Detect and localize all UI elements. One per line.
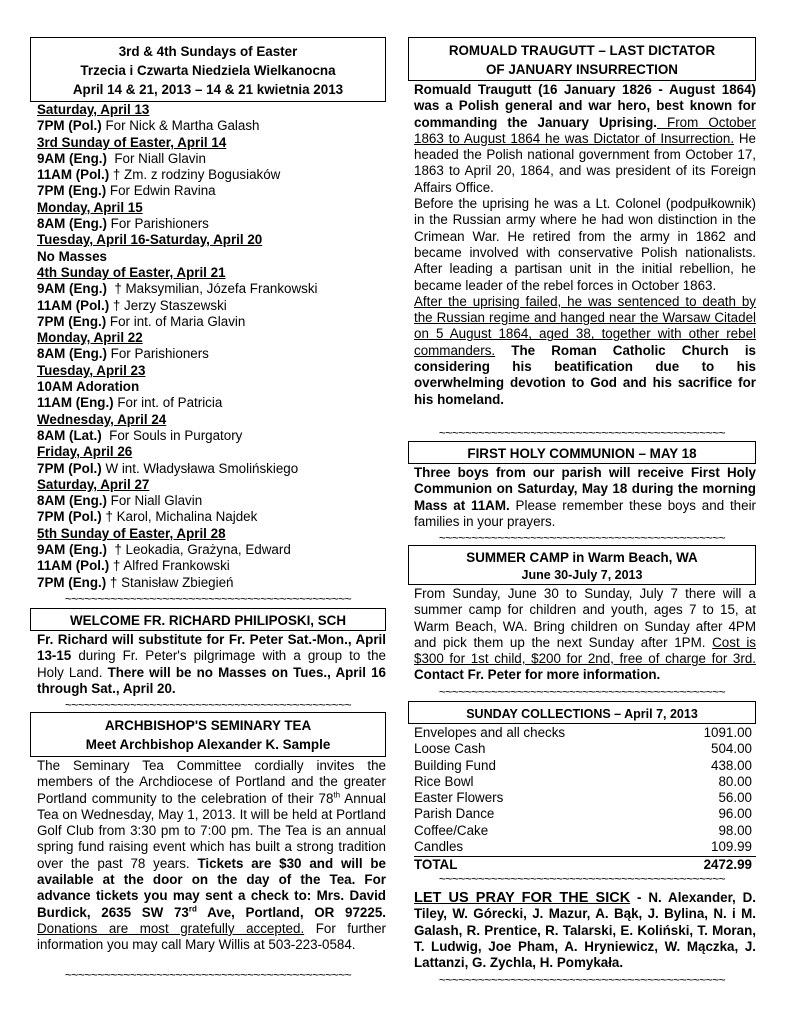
mass-time: 8AM (Lat.) (37, 427, 102, 443)
tea-sup-2: rd (188, 904, 197, 914)
tea-title-1: ARCHBISHOP'S SEMINARY TEA (104, 718, 312, 733)
camp-title-box (408, 545, 756, 585)
collection-label: Envelopes and all checks (414, 725, 566, 740)
tea-text-2: Annual Tea on Wednesday, May 1, 2013. It will be held at Portland Golf Club from 3:30 pm to 7:00 pm. The Tea is an annual spring fund raising event which has built a strong tradition over the past 78 years. (37, 790, 386, 871)
collection-value: 438.00 (711, 757, 752, 773)
mass-intention: † Stanisław Zbiegień (106, 574, 234, 590)
camp-bold: Contact Fr. Peter for more information. (414, 667, 661, 683)
tea-text-5: Donations are most gratefully accepted. (37, 920, 305, 936)
schedule-mass (37, 542, 386, 558)
collection-label: Coffee/Cake (414, 822, 489, 838)
schedule-note: 10AM Adoration (37, 379, 140, 395)
collections-title-box (408, 701, 756, 724)
traugutt-title-1: ROMUALD TRAUGUTT – LAST DICTATOR (448, 43, 716, 58)
schedule-day: 5th Sunday of Easter, April 28 (37, 525, 226, 541)
welcome-normal: during Fr. Peter's pilgrimage with a group to the Holy Land. (37, 648, 386, 680)
tea-text (37, 758, 386, 954)
mass-intention: † Karol, Michalina Najdek (101, 509, 258, 525)
camp-text (414, 586, 756, 684)
divider: ~~~~~~~~~~~~~~~~~~~~~~~~~~~~~~~~~~~~~~~~~~~~ (438, 974, 726, 986)
traugutt-normal-1: He headed the Polish national government from October 17, 1863 to April 20, 1864, and was president of its Foreign Affairs Office. (414, 130, 756, 195)
mass-time: 7PM (Eng.) (37, 574, 107, 590)
traugutt-title-box (408, 37, 756, 81)
schedule-title-1: 3rd & 4th Sundays of Easter (118, 44, 298, 59)
collection-label: Parish Dance (414, 806, 495, 822)
communion-bold: Three boys from our parish will receive First Holy Communion on Saturday, May 18 during the morning Mass at 11AM. (414, 465, 756, 513)
schedule-mass (37, 509, 386, 525)
welcome-bold-2: There will be no Masses on Tues., April 16 through Sat., April 20. (37, 664, 386, 696)
mass-intention: W int. Władysława Smolińskiego (101, 460, 299, 476)
schedule-mass (37, 167, 386, 183)
collection-row (414, 741, 756, 757)
mass-time: 8AM (Eng.) (37, 216, 107, 232)
collection-label: Rice Bowl (414, 773, 474, 789)
mass-time: 7PM (Eng.) (37, 183, 107, 199)
collection-row (414, 806, 756, 822)
mass-intention: For Souls in Purgatory (101, 427, 243, 443)
divider: ~~~~~~~~~~~~~~~~~~~~~~~~~~~~~~~~~~~~~~~~~~~~ (64, 969, 352, 981)
mass-time: 11AM (Pol.) (37, 297, 110, 313)
schedule-day: Wednesday, April 24 (37, 411, 167, 427)
traugutt-bold-2: The Roman Catholic Church is considering his beatification due to his overwhelming devotion to God and his sacrifice for his homeland. (414, 342, 756, 407)
schedule-day: Friday, April 26 (37, 444, 133, 460)
collections-title: SUNDAY COLLECTIONS – April 7, 2013 (466, 707, 698, 721)
mass-time: 7PM (Pol.) (37, 509, 102, 525)
collection-value: 98.00 (718, 822, 752, 838)
mass-intention: For int. of Patricia (113, 395, 223, 411)
mass-time: 7PM (Pol.) (37, 118, 102, 134)
tea-title-2: Meet Archbishop Alexander K. Sample (85, 737, 331, 752)
mass-time: 11AM (Eng.) (37, 395, 114, 411)
collection-label: Easter Flowers (414, 790, 504, 806)
schedule-mass (37, 493, 386, 509)
camp-title-1: SUMMER CAMP in Warm Beach, WA (466, 550, 698, 565)
mass-schedule (37, 102, 386, 591)
schedule-title-3: April 14 & 21, 2013 – 14 & 21 kwietnia 2013 (72, 82, 344, 97)
divider: ~~~~~~~~~~~~~~~~~~~~~~~~~~~~~~~~~~~~~~~~~~~~ (64, 593, 352, 605)
collection-value: 109.99 (711, 839, 752, 855)
mass-intention: For Parishioners (106, 346, 209, 362)
schedule-mass (37, 395, 386, 411)
collection-value: 1091.00 (703, 725, 752, 740)
mass-time: 7PM (Pol.) (37, 460, 102, 476)
mass-time: 11AM (Pol.) (37, 558, 110, 574)
mass-intention: † Zm. z rodziny Bogusiaków (109, 167, 281, 183)
schedule-mass (37, 314, 386, 330)
collection-value: 80.00 (718, 773, 752, 789)
schedule-mass (37, 216, 386, 232)
traugutt-title-2: OF JANUARY INSURRECTION (486, 62, 678, 77)
mass-intention: For Edwin Ravina (106, 183, 216, 199)
collections-total-row (414, 856, 756, 873)
mass-time: 8AM (Eng.) (37, 346, 107, 362)
divider: ~~~~~~~~~~~~~~~~~~~~~~~~~~~~~~~~~~~~~~~~~~~~ (438, 532, 726, 544)
mass-intention: † Alfred Frankowski (109, 558, 230, 574)
mass-intention: For Niall Glavin (106, 493, 203, 509)
welcome-bold-1: Fr. Richard will substitute for Fr. Peter Sat.-Mon., April 13-15 (37, 632, 386, 664)
camp-underline: Cost is $300 for 1st child, $200 for 2nd, free of charge for 3rd. (414, 634, 756, 667)
total-value: 2472.99 (703, 857, 752, 872)
schedule-day: Monday, April 15 (37, 199, 143, 215)
schedule-mass (37, 428, 386, 444)
collection-row (414, 758, 756, 774)
schedule-day: Tuesday, April 16-Saturday, April 20 (37, 232, 263, 248)
total-label: TOTAL (414, 857, 458, 872)
schedule-mass (37, 298, 386, 314)
schedule-day: 3rd Sunday of Easter, April 14 (37, 134, 227, 150)
camp-title-2: June 30-July 7, 2013 (521, 568, 643, 582)
divider: ~~~~~~~~~~~~~~~~~~~~~~~~~~~~~~~~~~~~~~~~~~~~ (438, 686, 726, 698)
divider: ~~~~~~~~~~~~~~~~~~~~~~~~~~~~~~~~~~~~~~~~~~~~ (438, 873, 726, 885)
mass-intention: † Leokadia, Grażyna, Edward (106, 542, 291, 558)
mass-intention: For Parishioners (106, 216, 209, 232)
collection-value: 504.00 (711, 741, 752, 757)
tea-text-4: Ave, Portland, OR 97225. (196, 904, 386, 920)
traugutt-para-2: Before the uprising he was a Lt. Colonel (podpułkownik) in the Russian army where he had won distinction in the Crimean War. He retired from the army in 1862 and became involved with conservative Polish nationalists. After leading a partisan unit in the initial rebellion, he became leader of the rebel forces in October 1863. (414, 196, 756, 293)
collection-row (414, 725, 756, 741)
sick-heading: LET US PRAY FOR THE SICK (414, 890, 631, 906)
tea-text-1: The Seminary Tea Committee cordially invites the members of the Archdiocese of Portland and the greater Portland community to the celebration of their 78 (37, 758, 386, 806)
schedule-day: Tuesday, April 23 (37, 362, 146, 378)
schedule-day: Monday, April 22 (37, 330, 143, 346)
traugutt-underline-2: After the uprising failed, he was sentenced to death by the Russian regime and hanged near the Warsaw Citadel on 5 August 1864, aged 38, together with other rebel commanders. (414, 293, 756, 358)
tea-sup-1: th (333, 790, 341, 800)
mass-time: 8AM (Eng.) (37, 493, 107, 509)
collection-row (414, 790, 756, 806)
communion-title: FIRST HOLY COMMUNION – MAY 18 (467, 446, 697, 461)
sick-text (414, 890, 756, 971)
mass-time: 11AM (Pol.) (37, 167, 110, 183)
traugutt-bold-1: Romuald Traugutt (16 January 1826 - August 1864) was a Polish general and war hero, best known for commanding the January Uprising. (414, 82, 756, 130)
tea-title-box (30, 712, 386, 757)
schedule-day: Saturday, April 27 (37, 476, 150, 492)
schedule-title-2: Trzecia i Czwarta Niedziela Wielkanocna (80, 63, 336, 78)
mass-intention: † Maksymilian, Józefa Frankowski (106, 281, 318, 297)
schedule-mass (37, 281, 386, 297)
communion-normal: Please remember these boys and their families in your prayers. (414, 497, 757, 529)
sick-names: - N. Alexander, D. Tiley, W. Górecki, J. Mazur, A. Bąk, J. Bylina, N. i M. Galash, R. Prentice, R. Talarski, E. Koliński, T. Moran, T. Ludwig, Joe Pham, A. Hryniewicz, W. Mączka, J. Lattanzi, G. Zychla, H. Pomykała. (414, 890, 756, 971)
collection-row (414, 774, 756, 790)
traugutt-text (414, 82, 756, 408)
schedule-note: No Masses (37, 248, 107, 264)
mass-time: 9AM (Eng.) (37, 150, 107, 166)
schedule-day: 4th Sunday of Easter, April 21 (37, 264, 226, 280)
mass-intention: For Nick & Martha Galash (101, 118, 260, 134)
divider: ~~~~~~~~~~~~~~~~~~~~~~~~~~~~~~~~~~~~~~~~~~~~ (438, 427, 726, 439)
schedule-header-box (30, 37, 386, 102)
communion-text (414, 465, 756, 530)
welcome-text (37, 632, 386, 697)
collection-value: 56.00 (718, 790, 752, 806)
schedule-mass (37, 461, 386, 477)
schedule-mass (37, 151, 386, 167)
collection-label: Candles (414, 839, 464, 855)
divider: ~~~~~~~~~~~~~~~~~~~~~~~~~~~~~~~~~~~~~~~~~~~~ (64, 699, 352, 711)
welcome-title-box (30, 608, 386, 631)
traugutt-underline-1: From October 1863 to August 1864 he was Dictator of Insurrection. (414, 114, 756, 146)
mass-intention: For int. of Maria Glavin (106, 313, 246, 329)
schedule-mass (37, 118, 386, 134)
schedule-mass (37, 575, 386, 591)
schedule-mass (37, 183, 386, 199)
traugutt-para-1 (414, 82, 756, 196)
traugutt-para-3 (414, 294, 756, 408)
collection-row (414, 823, 756, 839)
schedule-day: Saturday, April 13 (37, 102, 150, 117)
mass-time: 7PM (Eng.) (37, 313, 107, 329)
tea-text-3: Tickets are $30 and will be available at the door on the day of the Tea. For advance tickets you may sent a check to: Mrs. David Burdick, 2635 SW 73 (37, 855, 386, 920)
collections-table (414, 725, 756, 855)
mass-intention: † Jerzy Staszewski (109, 297, 227, 313)
tea-text-6: For further information you may call Mary Willis at 503-223-0584. (37, 920, 387, 953)
communion-title-box (408, 441, 756, 464)
schedule-mass (37, 558, 386, 574)
mass-intention: For Niall Glavin (106, 150, 206, 166)
mass-time: 9AM (Eng.) (37, 542, 107, 558)
camp-normal: From Sunday, June 30 to Sunday, July 7 there will a summer camp for children and youth, ages 7 to 15, at Warm Beach, WA. Bring children on Sunday after 4PM and pick them up the next Sunday after 1PM. (414, 586, 756, 650)
welcome-title: WELCOME FR. RICHARD PHILIPOSKI, SCH (70, 613, 346, 628)
mass-time: 9AM (Eng.) (37, 281, 107, 297)
collection-row (414, 839, 756, 855)
collection-label: Building Fund (414, 757, 496, 773)
schedule-mass (37, 346, 386, 362)
collection-value: 96.00 (718, 806, 752, 822)
collection-label: Loose Cash (414, 741, 486, 757)
